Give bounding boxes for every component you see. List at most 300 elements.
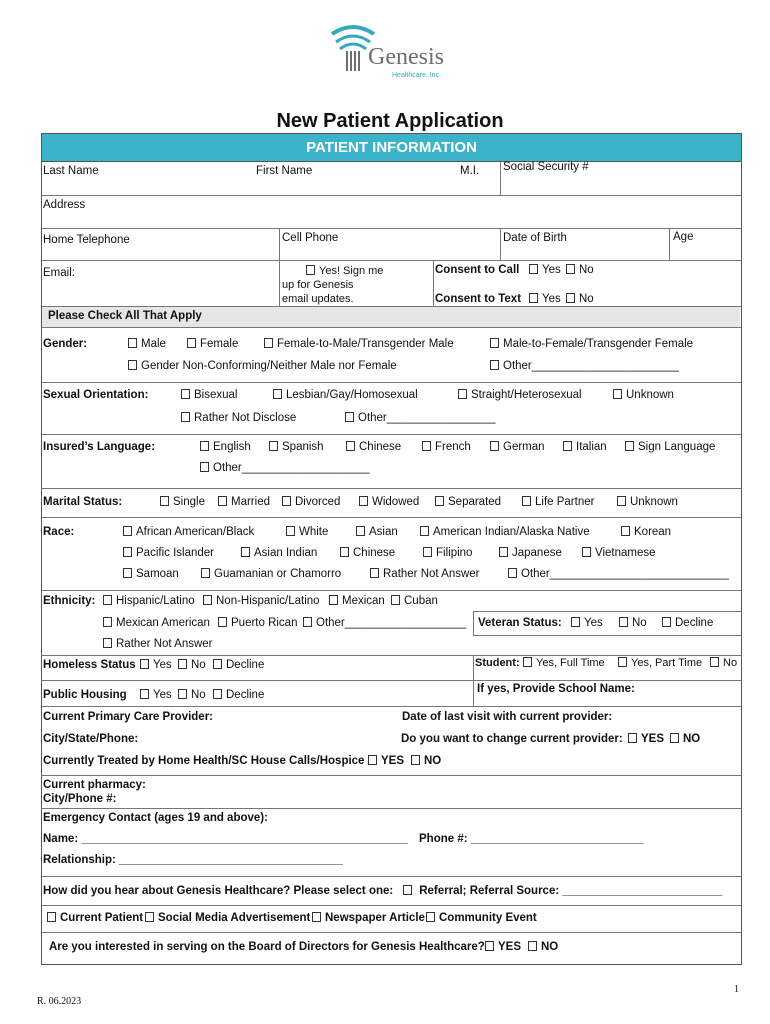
language-option[interactable]: [200, 441, 251, 453]
option-label: American Indian/Alaska Native: [433, 526, 590, 538]
divider: [41, 260, 741, 261]
option-label: Other____________________: [213, 462, 370, 474]
checkbox[interactable]: [566, 293, 575, 303]
divider: [500, 160, 501, 195]
divider: [473, 611, 474, 635]
option-label: Gender Non-Conforming/Neither Male nor Female: [141, 360, 397, 372]
option-label: Lesbian/Gay/Homosexual: [286, 389, 418, 401]
checkbox[interactable]: [200, 462, 209, 472]
checkbox[interactable]: [423, 547, 432, 557]
checkbox[interactable]: [621, 526, 630, 536]
option-label: Samoan: [136, 568, 179, 580]
divider: [41, 706, 741, 707]
emergency-relationship-field[interactable]: Relationship: ___________________________________: [43, 854, 343, 866]
race-option[interactable]: [420, 526, 590, 538]
divider: [473, 611, 741, 612]
option-label: NO: [424, 755, 442, 767]
option-label: Rather Not Answer: [116, 638, 213, 650]
gender-label: Gender:: [43, 338, 88, 350]
option-label: No: [191, 689, 206, 701]
checkbox[interactable]: [508, 568, 517, 578]
option-label: Female-to-Male/Transgender Male: [277, 338, 454, 350]
divider: [41, 655, 741, 656]
checkbox[interactable]: [617, 496, 626, 506]
orientation-option[interactable]: [345, 412, 496, 424]
checkbox[interactable]: [47, 912, 56, 922]
marital-option[interactable]: [282, 496, 340, 508]
language-option[interactable]: [346, 441, 401, 453]
option-label: Chinese: [353, 547, 396, 559]
option-label: Asian Indian: [254, 547, 318, 559]
checkbox[interactable]: [200, 441, 209, 451]
city-state-phone-label[interactable]: City/State/Phone:: [43, 733, 139, 745]
option-label: Rather Not Answer: [383, 568, 480, 580]
hear-option[interactable]: [312, 912, 425, 924]
race-option[interactable]: [370, 568, 480, 580]
gender-option[interactable]: [128, 338, 166, 350]
checkbox[interactable]: [613, 389, 622, 399]
checkbox[interactable]: [435, 496, 444, 506]
orientation-option[interactable]: [273, 389, 418, 401]
option-label: NO: [683, 733, 701, 745]
ethnicity-option[interactable]: [103, 638, 213, 650]
ethnicity-option[interactable]: [203, 595, 320, 607]
checkbox[interactable]: [529, 293, 538, 303]
option-label: Rather Not Disclose: [194, 412, 297, 424]
option-label: Decline: [675, 617, 714, 629]
checkbox[interactable]: [346, 441, 355, 451]
orientation-label: Sexual Orientation:: [43, 389, 149, 401]
checkbox[interactable]: [282, 496, 291, 506]
language-option[interactable]: [625, 441, 715, 453]
student-option[interactable]: [618, 657, 702, 669]
checkbox[interactable]: [123, 526, 132, 536]
race-option[interactable]: [356, 526, 398, 538]
consent-call-no[interactable]: [566, 264, 594, 276]
option-label: Male-to-Female/Transgender Female: [503, 338, 694, 350]
checkbox[interactable]: [490, 360, 499, 370]
option-label: White: [299, 526, 329, 538]
page-title: New Patient Application: [276, 110, 504, 132]
marital-label: Marital Status:: [43, 496, 123, 508]
checkbox[interactable]: [485, 941, 494, 951]
board-question: Are you interested in serving on the Board of Directors for Genesis Healthcare?: [49, 941, 485, 953]
option-label: Sign Language: [638, 441, 716, 453]
marital-option[interactable]: [435, 496, 501, 508]
option-label: YES: [381, 755, 405, 767]
option-label: YES: [498, 941, 522, 953]
genesis-logo: [330, 24, 460, 80]
divider: [500, 228, 501, 260]
housing-option[interactable]: [213, 689, 264, 701]
student-label: Student:: [475, 657, 520, 669]
checkbox[interactable]: [201, 568, 210, 578]
email-optin-line: up for Genesis: [282, 279, 354, 291]
checkbox[interactable]: [213, 689, 222, 699]
option-label: NO: [541, 941, 559, 953]
option-label: Straight/Heterosexual: [471, 389, 582, 401]
option-label: Social Media Advertisement: [158, 912, 311, 924]
option-label: Chinese: [359, 441, 402, 453]
gender-option[interactable]: [264, 338, 454, 350]
language-option[interactable]: [422, 441, 471, 453]
divider: [41, 327, 741, 328]
orientation-option[interactable]: [181, 389, 237, 401]
checkbox[interactable]: [181, 412, 190, 422]
checkbox[interactable]: [422, 441, 431, 451]
language-option[interactable]: [200, 462, 370, 474]
checkbox[interactable]: [490, 441, 499, 451]
checkbox[interactable]: [628, 733, 637, 743]
option-label: Life Partner: [535, 496, 595, 508]
veteran-option[interactable]: [619, 617, 647, 629]
checkbox[interactable]: [218, 496, 227, 506]
pharmacy-city-label[interactable]: City/Phone #:: [43, 793, 117, 805]
checkbox[interactable]: [123, 547, 132, 557]
checkbox[interactable]: [625, 441, 634, 451]
checkbox[interactable]: [160, 496, 169, 506]
checkbox[interactable]: [710, 657, 719, 667]
race-label: Race:: [43, 526, 75, 538]
checkbox[interactable]: [269, 441, 278, 451]
checkbox[interactable]: [312, 912, 321, 922]
checkbox[interactable]: [218, 617, 227, 627]
dob-label: Date of Birth: [503, 232, 567, 244]
race-option[interactable]: [621, 526, 671, 538]
ethnicity-option[interactable]: [329, 595, 385, 607]
race-option[interactable]: [123, 526, 254, 538]
option-label: Pacific Islander: [136, 547, 214, 559]
checkbox[interactable]: [522, 496, 531, 506]
orientation-option[interactable]: [181, 412, 296, 424]
option-label: Female: [200, 338, 239, 350]
pharmacy-label[interactable]: Current pharmacy:: [43, 779, 146, 791]
checkbox[interactable]: [391, 595, 400, 605]
option-label: Other____________________________: [521, 568, 729, 580]
option-label: Asian: [369, 526, 398, 538]
checkbox[interactable]: [458, 389, 467, 399]
revision-label: R. 06.2023: [37, 996, 82, 1007]
checkbox[interactable]: [356, 526, 365, 536]
checkbox[interactable]: [528, 941, 537, 951]
divider: [41, 488, 741, 489]
divider: [669, 228, 670, 260]
divider: [41, 434, 741, 435]
orientation-option[interactable]: [613, 389, 674, 401]
board-option[interactable]: [485, 941, 521, 953]
checkbox[interactable]: [145, 912, 154, 922]
option-label: No: [723, 657, 738, 669]
option-label: Cuban: [404, 595, 438, 607]
option-label: Hispanic/Latino: [116, 595, 195, 607]
divider: [473, 635, 741, 636]
option-label: African American/Black: [136, 526, 255, 538]
option-label: Mexican: [342, 595, 385, 607]
divider: [41, 808, 741, 809]
current-provider-label[interactable]: Current Primary Care Provider:: [43, 711, 214, 723]
ethnicity-option[interactable]: [303, 617, 466, 629]
ethnicity-option[interactable]: [218, 617, 297, 629]
logo-subtitle: Healthcare, Inc.: [392, 72, 442, 79]
marital-option[interactable]: [218, 496, 270, 508]
board-option[interactable]: [528, 941, 558, 953]
student-option[interactable]: [523, 657, 605, 669]
ethnicity-label: Ethnicity:: [43, 595, 96, 607]
gender-option[interactable]: [128, 360, 397, 372]
home-health-label: Currently Treated by Home Health/SC House Calls/Hospice: [43, 755, 365, 767]
checkbox[interactable]: [426, 912, 435, 922]
option-label: Community Event: [439, 912, 537, 924]
checkbox[interactable]: [273, 389, 282, 399]
option-label: Yes: [584, 617, 603, 629]
option-label: Yes: [542, 264, 561, 276]
option-label: Newspaper Article: [325, 912, 425, 924]
option-label: Current Patient: [60, 912, 144, 924]
divider: [433, 260, 434, 306]
emergency-name-field[interactable]: Name: ___________________________________________________: [43, 833, 408, 845]
option-label: No: [579, 264, 594, 276]
language-option[interactable]: [563, 441, 607, 453]
divider: [41, 517, 741, 518]
option-label: Decline: [226, 689, 265, 701]
checkbox[interactable]: [181, 389, 190, 399]
cell-phone-label: Cell Phone: [282, 232, 339, 244]
checkbox[interactable]: [128, 360, 137, 370]
gender-option[interactable]: [490, 338, 693, 350]
option-label: No: [191, 659, 206, 671]
hear-option[interactable]: [426, 912, 537, 924]
gender-option[interactable]: [187, 338, 238, 350]
option-label: No: [579, 293, 594, 305]
marital-option[interactable]: [359, 496, 419, 508]
checkbox[interactable]: [128, 338, 137, 348]
option-label: Guamanian or Chamorro: [214, 568, 342, 580]
ethnicity-option[interactable]: [103, 617, 210, 629]
divider: [41, 680, 741, 681]
checkbox[interactable]: [286, 526, 295, 536]
option-label: Widowed: [372, 496, 420, 508]
checkbox[interactable]: [368, 755, 377, 765]
veteran-option[interactable]: [662, 617, 713, 629]
divider: [41, 228, 741, 229]
checkbox[interactable]: [411, 755, 420, 765]
housing-option[interactable]: [140, 689, 172, 701]
consent-text-yes[interactable]: [529, 293, 561, 305]
veteran-option[interactable]: [571, 617, 603, 629]
checkbox[interactable]: [303, 617, 312, 627]
home-health-option[interactable]: [368, 755, 404, 767]
race-option[interactable]: [123, 547, 214, 559]
option-label: English: [213, 441, 251, 453]
race-option[interactable]: [241, 547, 317, 559]
option-label: Male: [141, 338, 166, 350]
marital-option[interactable]: [160, 496, 205, 508]
checkbox[interactable]: [566, 264, 575, 274]
option-label: Other_________________: [358, 412, 496, 424]
option-label: Single: [173, 496, 205, 508]
option-label: Yes: [153, 689, 172, 701]
divider: [279, 228, 280, 306]
option-label: Yes: [542, 293, 561, 305]
divider: [41, 195, 741, 196]
hear-option[interactable]: [47, 912, 143, 924]
option-label: Referral; Referral Source: _________________________: [419, 885, 723, 897]
consent-call-yes[interactable]: [529, 264, 561, 276]
option-label: German: [503, 441, 545, 453]
checkbox[interactable]: [370, 568, 379, 578]
checkbox[interactable]: [213, 659, 222, 669]
change-provider-option[interactable]: [670, 733, 700, 745]
change-provider-label: Do you want to change current provider:: [401, 733, 623, 745]
checkbox[interactable]: [140, 689, 149, 699]
option-label: Puerto Rican: [231, 617, 298, 629]
homeless-option[interactable]: [178, 659, 206, 671]
home-health-option[interactable]: [411, 755, 441, 767]
gender-option[interactable]: [490, 360, 679, 372]
checkbox[interactable]: [523, 657, 532, 667]
checkbox[interactable]: [571, 617, 580, 627]
homeless-option[interactable]: [140, 659, 172, 671]
checkbox[interactable]: [499, 547, 508, 557]
checkbox[interactable]: [403, 885, 412, 895]
last-visit-label[interactable]: Date of last visit with current provider:: [402, 711, 613, 723]
option-label: Married: [231, 496, 270, 508]
language-option[interactable]: [269, 441, 324, 453]
option-label: Bisexual: [194, 389, 238, 401]
checkbox[interactable]: [563, 441, 572, 451]
divider: [41, 775, 741, 776]
race-option[interactable]: [123, 568, 179, 580]
change-provider-option[interactable]: [628, 733, 664, 745]
race-option[interactable]: [582, 547, 656, 559]
divider: [41, 932, 741, 933]
checkbox[interactable]: [203, 595, 212, 605]
housing-option[interactable]: [178, 689, 206, 701]
language-label: Insured’s Language:: [43, 441, 156, 453]
mi-label: M.I.: [460, 165, 480, 177]
checkbox[interactable]: [619, 617, 628, 627]
checkbox[interactable]: [662, 617, 671, 627]
option-label: Mexican American: [116, 617, 210, 629]
checkbox[interactable]: [241, 547, 250, 557]
checkbox[interactable]: [306, 265, 315, 275]
option-label: Japanese: [512, 547, 562, 559]
orientation-option[interactable]: [458, 389, 582, 401]
logo-name: Genesis: [368, 44, 444, 70]
checkbox[interactable]: [345, 412, 354, 422]
homeless-option[interactable]: [213, 659, 264, 671]
checkbox[interactable]: [103, 595, 112, 605]
checkbox[interactable]: [670, 733, 679, 743]
email-optin-line: Yes! Sign me: [319, 265, 384, 277]
hear-referral-option[interactable]: [403, 885, 722, 897]
race-option[interactable]: [508, 568, 729, 580]
race-option[interactable]: [286, 526, 328, 538]
hear-option[interactable]: [145, 912, 310, 924]
page-number: 1: [734, 984, 739, 995]
home-telephone-label: Home Telephone: [43, 234, 130, 246]
race-option[interactable]: [423, 547, 472, 559]
option-label: No: [632, 617, 647, 629]
divider: [41, 590, 741, 591]
school-name-label[interactable]: If yes, Provide School Name:: [477, 683, 635, 695]
divider: [41, 876, 741, 877]
race-option[interactable]: [340, 547, 395, 559]
option-label: French: [435, 441, 471, 453]
email-optin[interactable]: [282, 264, 384, 306]
checkbox[interactable]: [582, 547, 591, 557]
ethnicity-option[interactable]: [391, 595, 438, 607]
option-label: Italian: [576, 441, 607, 453]
checkbox[interactable]: [103, 638, 112, 648]
option-label: Other___________________: [316, 617, 467, 629]
consent-text-no[interactable]: [566, 293, 594, 305]
checkbox[interactable]: [420, 526, 429, 536]
option-label: YES: [641, 733, 665, 745]
homeless-label: Homeless Status: [43, 659, 136, 671]
marital-option[interactable]: [522, 496, 594, 508]
emergency-phone-field[interactable]: Phone #: ___________________________: [419, 833, 644, 845]
checkbox[interactable]: [490, 338, 499, 348]
option-label: Yes: [153, 659, 172, 671]
consent-call-label: Consent to Call: [435, 264, 520, 276]
checkbox[interactable]: [340, 547, 349, 557]
checkbox[interactable]: [529, 264, 538, 274]
checkbox[interactable]: [123, 568, 132, 578]
option-label: Decline: [226, 659, 265, 671]
age-label: Age: [673, 231, 694, 243]
language-option[interactable]: [490, 441, 545, 453]
option-label: Yes, Part Time: [631, 657, 703, 669]
checkbox[interactable]: [140, 659, 149, 669]
emergency-title: Emergency Contact (ages 19 and above):: [43, 812, 268, 824]
housing-label: Public Housing: [43, 689, 127, 701]
last-name-label: Last Name: [43, 165, 99, 177]
option-label: Unknown: [626, 389, 674, 401]
checkbox[interactable]: [178, 659, 187, 669]
email-label: Email:: [43, 267, 75, 279]
student-option[interactable]: [710, 657, 737, 669]
checkbox[interactable]: [329, 595, 338, 605]
checkbox[interactable]: [359, 496, 368, 506]
first-name-label: First Name: [256, 165, 313, 177]
race-option[interactable]: [499, 547, 562, 559]
divider: [41, 382, 741, 383]
ssn-label: Social Security #: [503, 161, 589, 173]
option-label: Filipino: [436, 547, 473, 559]
divider: [41, 905, 741, 906]
marital-option[interactable]: [617, 496, 678, 508]
email-optin-line: email updates.: [282, 293, 354, 305]
option-label: Separated: [448, 496, 502, 508]
race-option[interactable]: [201, 568, 341, 580]
option-label: Vietnamese: [595, 547, 656, 559]
consent-text-label: Consent to Text: [435, 293, 522, 305]
divider: [473, 655, 474, 706]
checkbox[interactable]: [264, 338, 273, 348]
checkbox[interactable]: [618, 657, 627, 667]
option-label: Korean: [634, 526, 672, 538]
section-header: [41, 133, 742, 162]
hear-question: How did you hear about Genesis Healthcare? Please select one:: [43, 885, 394, 897]
option-label: Divorced: [295, 496, 341, 508]
checkbox[interactable]: [178, 689, 187, 699]
option-label: Unknown: [630, 496, 678, 508]
checkbox[interactable]: [187, 338, 196, 348]
ethnicity-option[interactable]: [103, 595, 195, 607]
check-all-label: Please Check All That Apply: [48, 310, 202, 322]
checkbox[interactable]: [103, 617, 112, 627]
